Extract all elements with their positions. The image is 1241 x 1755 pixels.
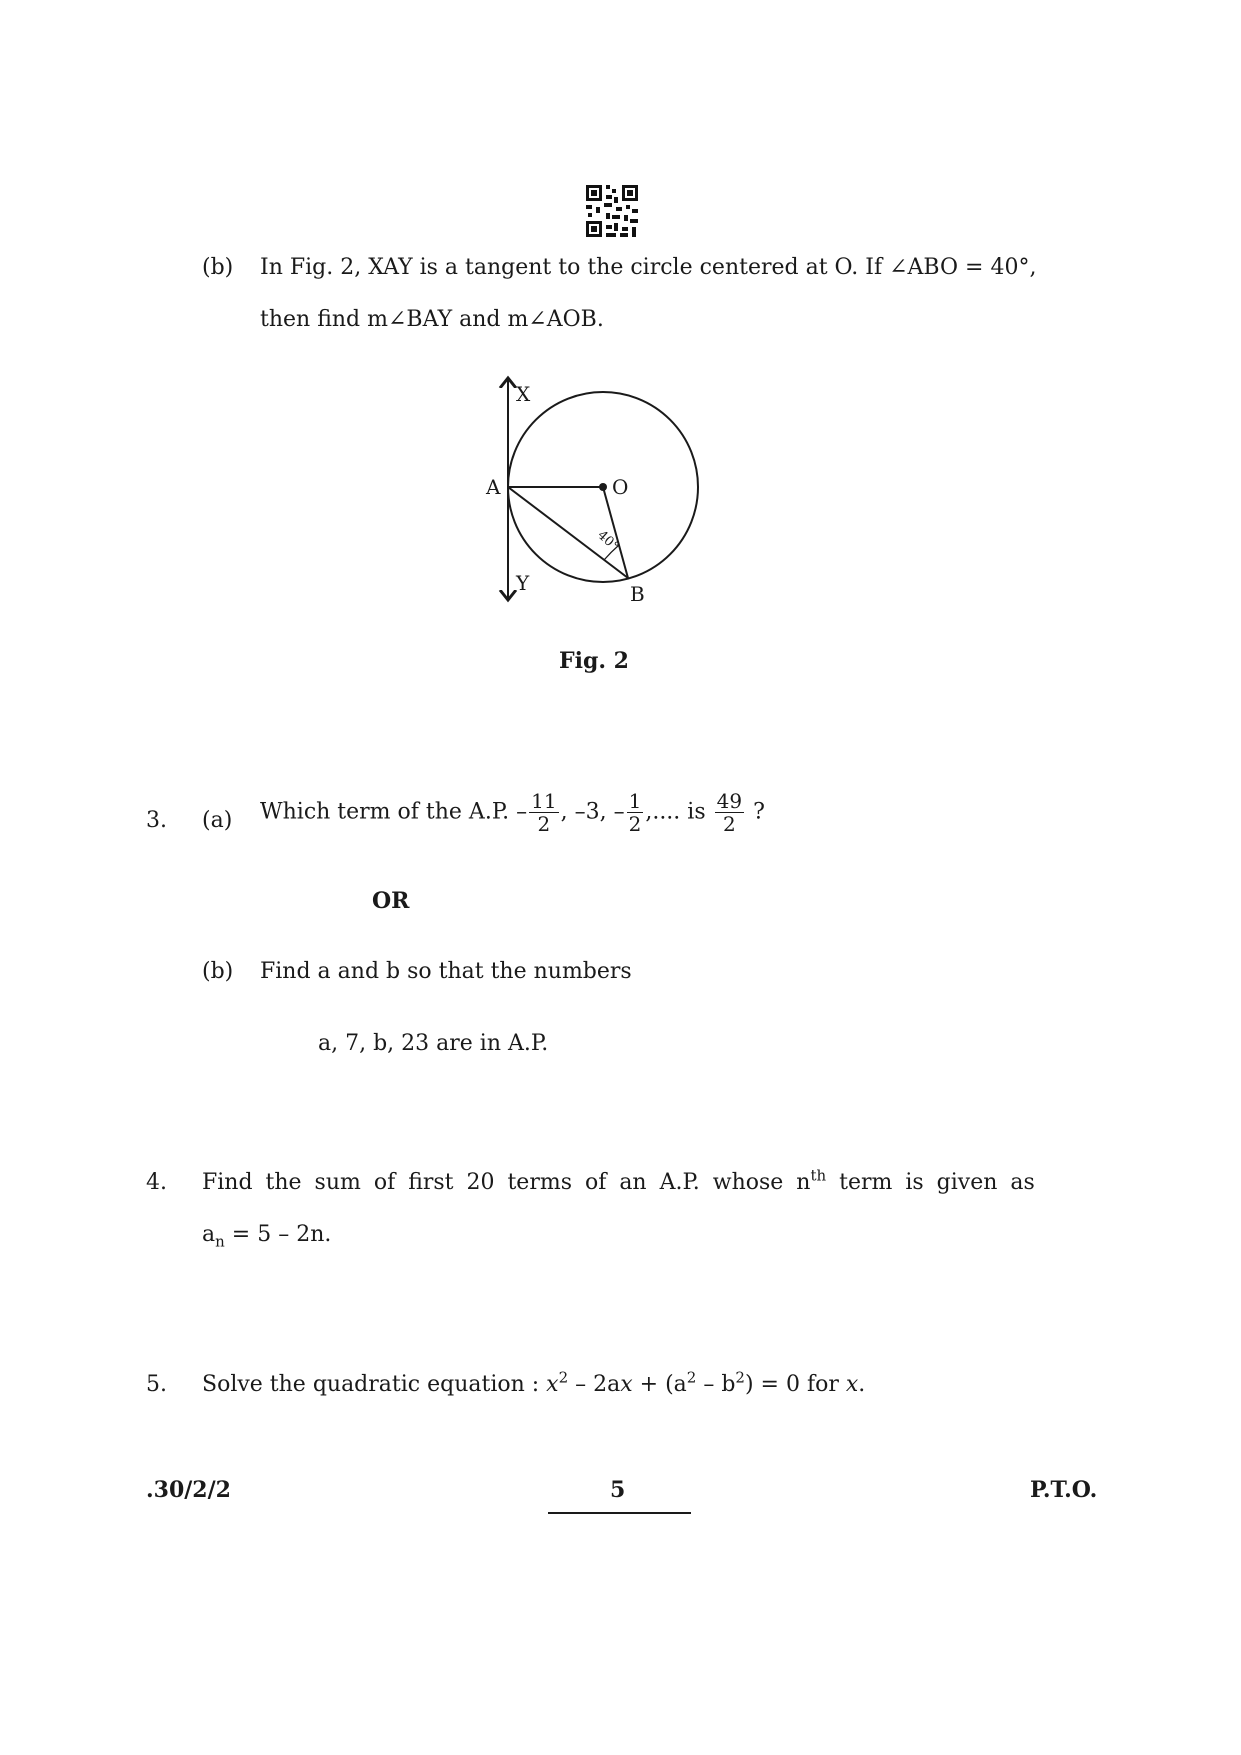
question-text-line: In Fig. 2, XAY is a tangent to the circle centered at O. If ∠ABO = 40°, (260, 255, 1037, 280)
question-number: 5. (146, 1372, 167, 1397)
question-text-line: then find m∠BAY and m∠AOB. (260, 307, 604, 332)
label-y: Y (516, 571, 530, 595)
label-b: B (630, 582, 645, 606)
label-angle: 40° (594, 527, 622, 555)
page-number-underline (548, 1512, 691, 1514)
question-text: Which term of the A.P. (260, 799, 510, 825)
center-point-o (599, 483, 607, 491)
question-part-label: (b) (202, 255, 234, 280)
page-number: 5 (610, 1477, 626, 1503)
ap-dots: ,.... is (645, 799, 706, 825)
label-o: O (612, 475, 629, 499)
question-text-line (260, 790, 765, 835)
question-number: 3. (146, 808, 167, 833)
question-mark: ? (753, 799, 765, 825)
figure-caption: Fig. 2 (559, 648, 629, 674)
question-part-label: (b) (202, 959, 234, 984)
question-text-line: Solve the quadratic equation : $x^2 - 2ax + (a^2 - b^2) = 0$ for x. (202, 1368, 866, 1397)
minus-sign: – (516, 799, 528, 825)
label-x: X (516, 382, 531, 406)
question-text-line: Find the sum of first 20 terms of an A.P. whose $n^{th}$ term is given as (202, 1166, 1035, 1195)
fraction: $\frac{11}{2}$ (531, 789, 557, 836)
question-part-label: (a) (202, 808, 233, 833)
or-separator: OR (372, 888, 410, 914)
question-text-line: a, 7, b, 23 are in A.P. (318, 1031, 549, 1056)
qr-code-icon (584, 183, 640, 239)
paper-code: .30/2/2 (146, 1477, 231, 1503)
question-text-line: $a_n = 5 - 2n$. (202, 1222, 332, 1251)
pto-label: P.T.O. (1030, 1477, 1098, 1503)
label-a: A (486, 475, 501, 499)
ap-term: , –3, – (560, 799, 625, 825)
fraction: $\frac{1}{2}$ (628, 789, 642, 836)
question-text-line: Find a and b so that the numbers (260, 959, 632, 984)
fraction: $\frac{49}{2}$ (716, 789, 743, 836)
figure-circle-tangent (470, 370, 710, 610)
question-number: 4. (146, 1170, 167, 1195)
